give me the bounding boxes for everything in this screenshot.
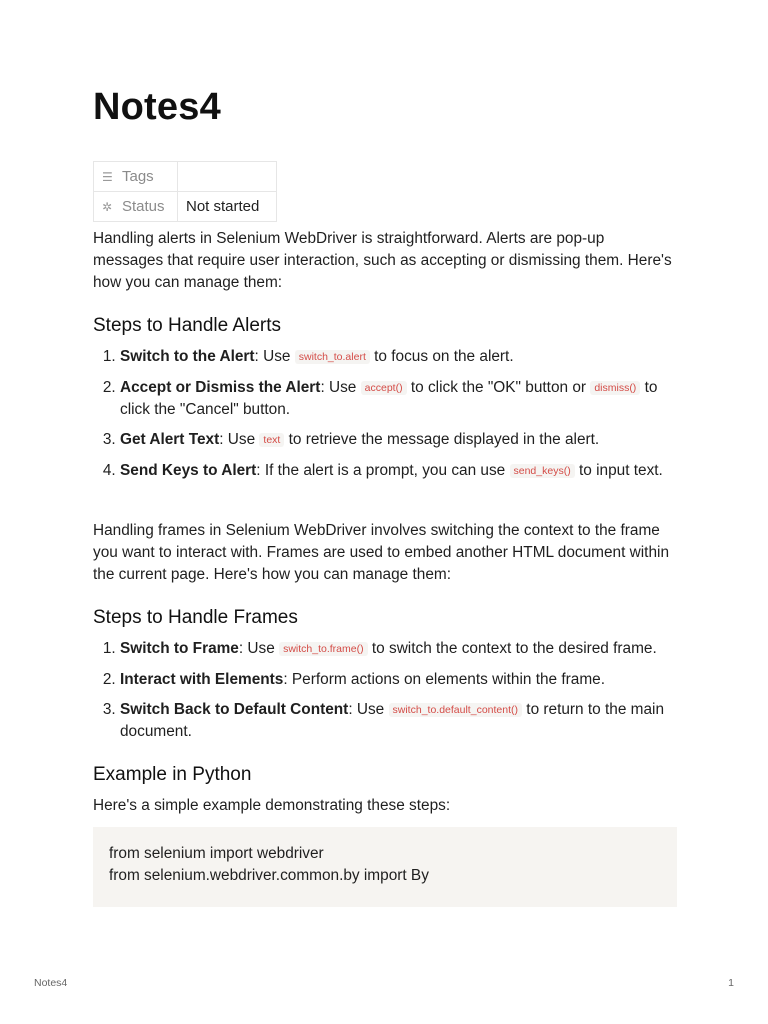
status-icon: ✲ — [102, 200, 113, 215]
inline-code: switch_to.default_content() — [389, 703, 523, 717]
page-title: Notes4 — [93, 86, 221, 128]
inline-code: switch_to.alert — [295, 350, 370, 364]
example-heading: Example in Python — [93, 764, 252, 785]
intro-alerts: Handling alerts in Selenium WebDriver is straightforward. Alerts are pop-up messages that require user interaction, such as accepting or dismissing them. Here's how you can manage them: — [93, 230, 672, 291]
property-row-status — [94, 192, 277, 222]
property-key: ☰ Tags — [94, 162, 178, 192]
code-block[interactable] — [93, 827, 677, 907]
list-item: 1. Switch to the Alert: Use switch_to.alert to focus on the alert. — [120, 346, 677, 368]
list-item: 2. Interact with Elements: Perform actions on elements within the frame. — [120, 669, 677, 691]
property-row-tags — [94, 162, 277, 192]
alerts-steps-list — [93, 346, 677, 482]
list-item: 2. Accept or Dismiss the Alert: Use accept() to click the "OK" button or dismiss() to click the "Cancel" button. — [120, 377, 677, 421]
list-item: 3. Get Alert Text: Use text to retrieve the message displayed in the alert. — [120, 429, 677, 451]
properties-table — [93, 161, 277, 222]
intro-frames: Handling frames in Selenium WebDriver involves switching the context to the frame you want to interact with. Frames are used to embed another HTML document within the current page. Here's how you can manage them: — [93, 522, 669, 583]
inline-code: accept() — [361, 381, 407, 395]
list-item: 4. Send Keys to Alert: If the alert is a prompt, you can use send_keys() to input text. — [120, 460, 677, 482]
list-item: 3. Switch Back to Default Content: Use switch_to.default_content() to return to the main document. — [120, 699, 677, 743]
page-number: 1 — [728, 977, 734, 989]
property-value[interactable]: Not started — [178, 192, 277, 222]
inline-code: switch_to.frame() — [279, 642, 368, 656]
property-key: ✲ Status — [94, 192, 178, 222]
code-line: from selenium import webdriver — [109, 845, 324, 862]
inline-code: send_keys() — [510, 464, 575, 478]
inline-code: text — [259, 433, 284, 447]
example-intro: Here's a simple example demonstrating these steps: — [93, 797, 451, 814]
frames-steps-list — [93, 638, 677, 743]
code-line: from selenium.webdriver.common.by import By — [109, 867, 429, 884]
inline-code: dismiss() — [590, 381, 640, 395]
footer-title: Notes4 — [34, 977, 68, 989]
list-icon: ☰ — [102, 170, 113, 185]
page-body — [93, 228, 677, 907]
alerts-heading: Steps to Handle Alerts — [93, 315, 281, 336]
frames-heading: Steps to Handle Frames — [93, 607, 298, 628]
property-value[interactable] — [178, 162, 277, 192]
list-item: 1. Switch to Frame: Use switch_to.frame() to switch the context to the desired frame. — [120, 638, 677, 660]
